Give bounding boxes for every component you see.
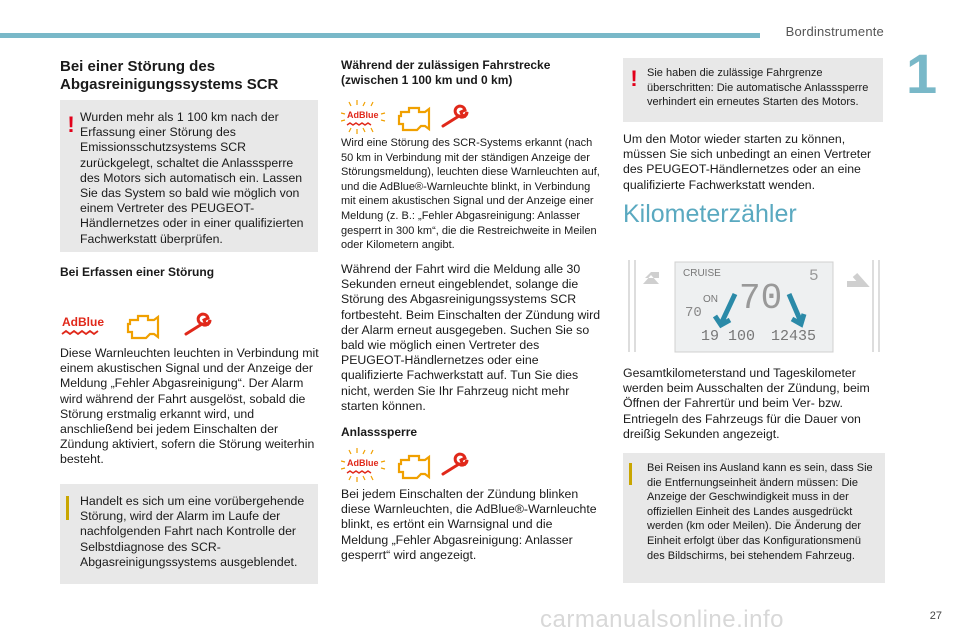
warning-text-1: Wurden mehr als 1 100 km nach der Erfassung einer Störung des Emissionsschutzsystems SCR zurückgelegt, schaltet die Anlasssperre des Motors sich automatisch ein. Lassen Sie das System so bald wie möglich von einem Vertreter des PEUGEOT-Händlernetzes oder in einer qualifizierten Fachwerkstatt überprüfen. bbox=[80, 110, 304, 246]
col1-subtitle: Bei Erfassen einer Störung bbox=[60, 265, 215, 279]
trip-readout: 19 100 bbox=[701, 328, 756, 345]
total-readout: 12435 bbox=[771, 328, 817, 345]
header-bar bbox=[0, 33, 760, 38]
adblue-label: AdBlue bbox=[62, 315, 104, 329]
engine-icon bbox=[128, 316, 158, 338]
adblue-label: AdBlue bbox=[347, 110, 379, 120]
watermark: carmanualsonline.info bbox=[540, 606, 784, 633]
col2-title: Während der zulässigen Fahrstrecke (zwischen 1 100 km und 0 km) bbox=[341, 58, 551, 87]
warning-lamps-icon bbox=[60, 308, 318, 342]
info-icon bbox=[629, 463, 632, 485]
page-number: 27 bbox=[929, 610, 942, 622]
info-icon bbox=[66, 496, 69, 520]
dashboard-display bbox=[623, 254, 885, 358]
odometer-display-illustration bbox=[623, 254, 885, 358]
warning-box-2 bbox=[623, 58, 883, 122]
wrench-icon bbox=[186, 314, 210, 334]
cruise-label: CRUISE bbox=[683, 268, 721, 279]
col1-title-wrap bbox=[60, 58, 318, 94]
col3-body2: Gesamtkilometerstand und Tageskilometer werden beim Ausschalten der Zündung, beim Öffnen der Fahrertür und beim Ver- bzw. Entriegeln des Fahrzeugs für die Dauer von dreißig Sekunden angezeigt. bbox=[623, 366, 870, 441]
icon-row-1 bbox=[60, 308, 318, 342]
info-text-1: Handelt es sich um eine vorübergehende Störung, wird der Alarm im Laufe der nachfolgenden Fahrt nach Kontrolle der Selbstdiagnose des SCR-Abgasreinigungssystems ausgeblendet. bbox=[80, 494, 305, 569]
warning-lamps-blinking-icon bbox=[341, 100, 601, 134]
col3-title: Kilometerzähler bbox=[623, 200, 797, 228]
warning-lamps-start-lock-icon bbox=[341, 448, 601, 482]
col2-body: Während der Fahrt wird die Meldung alle 30 Sekunden erneut eingeblendet, solange die Störung des Abgasreinigungssystems SCR fortbesteht. Beim Einschalten der Zündung wird der Alarm erneut ausgegeben. Suchen Sie so bald wie möglich einen Vertreter des PEUGEOT-Händlernetzes oder eine qualifizierte Fachwerkstatt auf. Tun Sie dies nicht, werden Sie Ihr Fahrzeug nicht mehr starten können. bbox=[341, 262, 601, 413]
engine-icon bbox=[399, 456, 429, 478]
adblue-label: AdBlue bbox=[347, 458, 379, 468]
warning-text-2: Sie haben die zulässige Fahrgrenze überschritten: Die automatische Anlasssperre verhindert ein erneutes Starten des Motors. bbox=[647, 67, 869, 109]
col2-body2: Bei jedem Einschalten der Zündung blinken diese Warnleuchten, die AdBlue®-Warnleuchte blinkt, es ertönt ein Warnsignal und die Meldung „Fehler Abgasreinigung: Anlasser gesperrt“ wird angezeigt. bbox=[341, 487, 597, 562]
col2-small: Wird eine Störung des SCR-Systems erkannt (nach 50 km in Verbindung mit der ständigen Anzeige der Störungsmeldung), leuchten diese Warnleuchten auf, und die AdBlue®-Warnleuchte blinkt, in Verbindung mit einem akustischen Signal und der Anzeige einer Meldung (z. B.: „Fehler Abgasreinigung: Anlasser gesperrt in 300 km“, die die Restreichweite in Meilen oder Kilometern angibt. bbox=[341, 137, 600, 252]
wrench-icon bbox=[443, 106, 467, 126]
info-box-2 bbox=[623, 453, 885, 583]
gear-readout: 5 bbox=[809, 267, 819, 285]
col1-title: Bei einer Störung des Abgasreinigungssystems SCR bbox=[60, 58, 279, 93]
icon-row-2 bbox=[341, 100, 601, 134]
info-text-2: Bei Reisen ins Ausland kann es sein, dass Sie die Entfernungseinheit ändern müssen: Die Anzeige der Geschwindigkeit muss in der offiziellen Einheit des Landes ausgedrückt werden (km oder Meilen). Die Änderung der Einheit erfolgt über das Konfigurationsmenü des Bildschirms, bei stehendem Fahrzeug. bbox=[647, 462, 873, 562]
speed-readout: 70 bbox=[739, 278, 783, 319]
wrench-icon bbox=[443, 454, 467, 474]
set-speed: 70 bbox=[685, 305, 702, 321]
info-box-1 bbox=[60, 484, 318, 584]
icon-row-3 bbox=[341, 448, 601, 482]
col3-body: Um den Motor wieder starten zu können, müssen Sie sich unbedingt an einen Vertreter des PEUGEOT-Händlernetzes oder an eine qualifizierte Fachwerkstatt wenden. bbox=[623, 132, 872, 192]
warning-icon: ! bbox=[67, 112, 75, 137]
col2-subtitle: Anlasssperre bbox=[341, 425, 418, 439]
col1-body: Diese Warnleuchten leuchten in Verbindung mit einem akustischen Signal und der Anzeige der Meldung „Fehler Abgasreinigung“. Der Alarm wird während der Fahrt ausgelöst, sobald die Störung erstmalig erkannt wird, und anschließend bei jedem Einschalten der Zündung aktiviert, sofern die Störung weiterhin besteht. bbox=[60, 346, 319, 467]
warning-icon: ! bbox=[630, 66, 638, 91]
section-title: Bordinstrumente bbox=[785, 24, 884, 39]
warning-box-1 bbox=[60, 100, 318, 252]
on-label: ON bbox=[703, 294, 718, 305]
engine-icon bbox=[399, 108, 429, 130]
chapter-number: 1 bbox=[906, 42, 938, 105]
